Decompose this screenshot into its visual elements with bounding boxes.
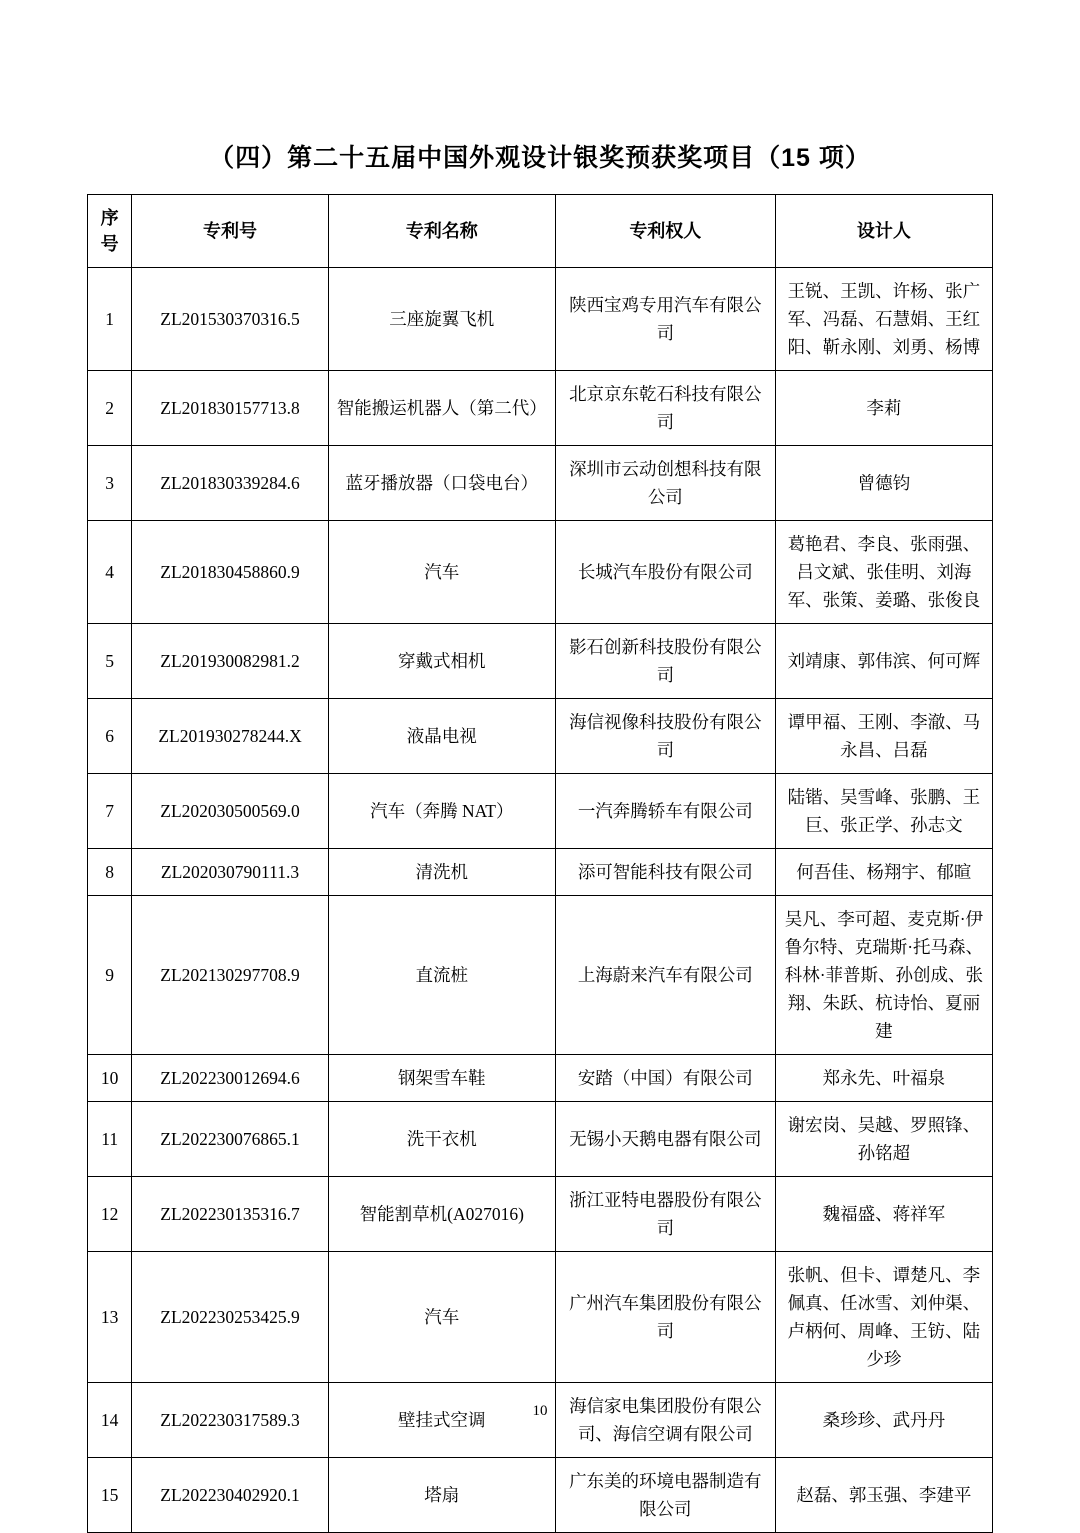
cell-patent-name: 洗干衣机 [328,1102,555,1177]
cell-patent-name: 汽车（奔腾 NAT） [328,774,555,849]
cell-patent-number: ZL202030500569.0 [132,774,328,849]
cell-serial-number: 7 [88,774,132,849]
cell-patent-name: 蓝牙播放器（口袋电台） [328,446,555,521]
cell-serial-number: 1 [88,268,132,371]
cell-designers: 李莉 [775,371,992,446]
cell-patentee: 长城汽车股份有限公司 [555,521,775,624]
table-row [88,371,993,446]
table-row [88,1177,993,1252]
cell-patent-number: ZL202230317589.3 [132,1383,328,1458]
cell-serial-number: 4 [88,521,132,624]
cell-designers: 王锐、王凯、许杨、张广军、冯磊、石慧娟、王红阳、靳永刚、刘勇、杨博 [775,268,992,371]
cell-designers: 陆锴、吴雪峰、张鹏、王巨、张正学、孙志文 [775,774,992,849]
cell-serial-number: 6 [88,699,132,774]
cell-patent-number: ZL201930278244.X [132,699,328,774]
cell-patent-name: 清洗机 [328,849,555,896]
cell-designers: 刘靖康、郭伟滨、何可辉 [775,624,992,699]
cell-designers: 何吾佳、杨翔宇、郁暄 [775,849,992,896]
cell-patent-name: 智能搬运机器人（第二代） [328,371,555,446]
table-row [88,1252,993,1383]
cell-patent-name: 壁挂式空调 [328,1383,555,1458]
table-row [88,446,993,521]
cell-serial-number: 3 [88,446,132,521]
cell-patent-number: ZL202230076865.1 [132,1102,328,1177]
cell-patentee: 陕西宝鸡专用汽车有限公司 [555,268,775,371]
cell-serial-number: 15 [88,1458,132,1533]
page-title: （四）第二十五届中国外观设计银奖预获奖项目（15 项） [209,144,871,172]
cell-designers: 张帆、但卡、谭楚凡、李佩真、任冰雪、刘仲渠、卢柄何、周峰、王钫、陆少珍 [775,1252,992,1383]
cell-serial-number: 11 [88,1102,132,1177]
cell-designers: 吴凡、李可超、麦克斯·伊鲁尔特、克瑞斯·托马森、科林·菲普斯、孙创成、张翔、朱跃、杭诗怡、夏丽建 [775,896,992,1055]
table-row [88,1458,993,1533]
cell-patent-name: 智能割草机(A027016) [328,1177,555,1252]
table-body [88,268,993,1533]
cell-patent-name: 塔扇 [328,1458,555,1533]
table-row [88,268,993,371]
table-row [88,896,993,1055]
cell-patent-name: 液晶电视 [328,699,555,774]
table-row [88,774,993,849]
cell-patent-name: 直流桩 [328,896,555,1055]
cell-serial-number: 12 [88,1177,132,1252]
cell-patentee: 广东美的环境电器制造有限公司 [555,1458,775,1533]
table-row [88,1383,993,1458]
cell-patentee: 影石创新科技股份有限公司 [555,624,775,699]
cell-designers: 曾德钧 [775,446,992,521]
award-table [87,194,993,1533]
cell-designers: 谭甲福、王刚、李澈、马永昌、吕磊 [775,699,992,774]
header-patentee: 专利权人 [555,195,775,268]
cell-patent-number: ZL202030790111.3 [132,849,328,896]
cell-patentee: 海信视像科技股份有限公司 [555,699,775,774]
header-patent-number: 专利号 [132,195,328,268]
cell-patentee: 浙江亚特电器股份有限公司 [555,1177,775,1252]
cell-patent-number: ZL201530370316.5 [132,268,328,371]
cell-patentee: 广州汽车集团股份有限公司 [555,1252,775,1383]
cell-serial-number: 13 [88,1252,132,1383]
header-designer: 设计人 [775,195,992,268]
cell-designers: 桑珍珍、武丹丹 [775,1383,992,1458]
cell-designers: 赵磊、郭玉强、李建平 [775,1458,992,1533]
cell-patent-number: ZL201830458860.9 [132,521,328,624]
page-number: 10 [532,1403,548,1419]
cell-patentee: 海信家电集团股份有限公司、海信空调有限公司 [555,1383,775,1458]
cell-patent-number: ZL202230135316.7 [132,1177,328,1252]
cell-patent-number: ZL201830339284.6 [132,446,328,521]
cell-serial-number: 5 [88,624,132,699]
cell-patent-number: ZL201830157713.8 [132,371,328,446]
table-row [88,1102,993,1177]
header-patent-name: 专利名称 [328,195,555,268]
cell-serial-number: 10 [88,1055,132,1102]
cell-patent-name: 汽车 [328,1252,555,1383]
cell-patent-number: ZL202230012694.6 [132,1055,328,1102]
cell-patentee: 添可智能科技有限公司 [555,849,775,896]
cell-serial-number: 9 [88,896,132,1055]
cell-designers: 葛艳君、李良、张雨强、吕文斌、张佳明、刘海军、张策、姜璐、张俊良 [775,521,992,624]
cell-patent-number: ZL202130297708.9 [132,896,328,1055]
table-row [88,521,993,624]
cell-patent-name: 汽车 [328,521,555,624]
cell-patent-number: ZL202230253425.9 [132,1252,328,1383]
cell-patentee: 深圳市云动创想科技有限公司 [555,446,775,521]
table-row [88,624,993,699]
cell-serial-number: 14 [88,1383,132,1458]
cell-designers: 谢宏岗、吴越、罗照锋、孙铭超 [775,1102,992,1177]
cell-patentee: 安踏（中国）有限公司 [555,1055,775,1102]
cell-patent-name: 穿戴式相机 [328,624,555,699]
cell-patentee: 无锡小天鹅电器有限公司 [555,1102,775,1177]
cell-patent-name: 钢架雪车鞋 [328,1055,555,1102]
cell-serial-number: 8 [88,849,132,896]
header-serial-number: 序号 [88,195,132,268]
cell-serial-number: 2 [88,371,132,446]
table-row [88,1055,993,1102]
cell-patent-number: ZL202230402920.1 [132,1458,328,1533]
cell-patentee: 一汽奔腾轿车有限公司 [555,774,775,849]
table-row [88,699,993,774]
table-header-row [88,195,993,268]
table-row [88,849,993,896]
cell-patentee: 上海蔚来汽车有限公司 [555,896,775,1055]
cell-designers: 魏福盛、蒋祥军 [775,1177,992,1252]
cell-patent-number: ZL201930082981.2 [132,624,328,699]
cell-patentee: 北京京东乾石科技有限公司 [555,371,775,446]
cell-patent-name: 三座旋翼飞机 [328,268,555,371]
cell-designers: 郑永先、叶福泉 [775,1055,992,1102]
